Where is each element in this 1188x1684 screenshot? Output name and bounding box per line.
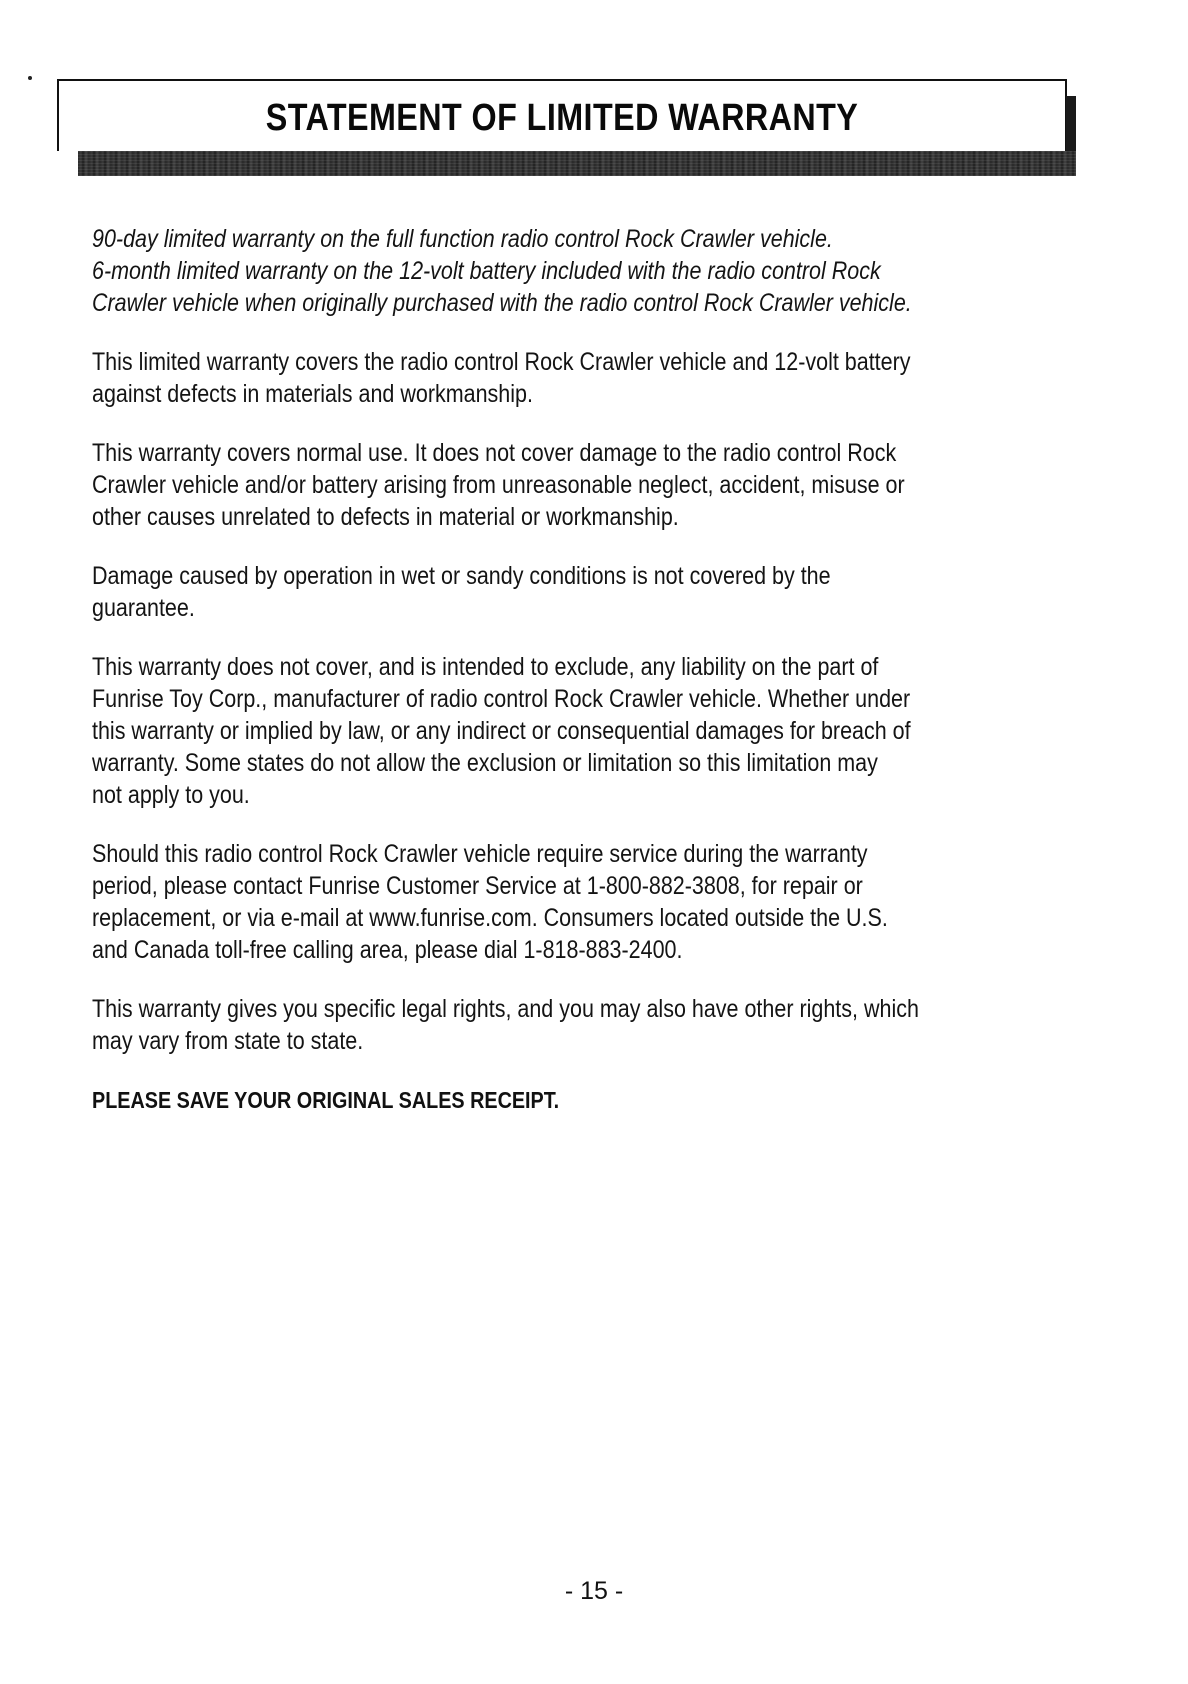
paragraph-line: period, please contact Funrise Customer Service at 1-800-882-3808, for repair or [92, 872, 863, 900]
paragraph-line: Funrise Toy Corp., manufacturer of radio control Rock Crawler vehicle. Whether under [92, 685, 911, 713]
damage-paragraph [92, 560, 1082, 624]
normal-use-paragraph [92, 437, 1082, 533]
warranty-body [92, 223, 1082, 1116]
paragraph-line: not apply to you. [92, 781, 250, 809]
title-underline-bar [78, 151, 1076, 176]
paragraph-line: against defects in materials and workmanship. [92, 380, 533, 408]
paragraph-line: warranty. Some states do not allow the exclusion or limitation so this limitation may [92, 749, 878, 777]
page-title: STATEMENT OF LIMITED WARRANTY [265, 97, 859, 139]
paragraph-line: This warranty covers normal use. It does not cover damage to the radio control Rock [92, 439, 897, 467]
legal-rights-paragraph [92, 993, 1082, 1057]
paragraph-line: may vary from state to state. [92, 1027, 364, 1055]
paragraph-line: other causes unrelated to defects in material or workmanship. [92, 503, 679, 531]
intro-line: 90-day limited warranty on the full function radio control Rock Crawler vehicle. [92, 225, 833, 253]
title-box [57, 79, 1067, 151]
intro-line: Crawler vehicle when originally purchased with the radio control Rock Crawler vehicle. [92, 289, 912, 317]
paragraph-line: this warranty or implied by law, or any indirect or consequential damages for breach of [92, 717, 911, 745]
page-number: - 15 - [564, 1577, 624, 1605]
paragraph-line: This warranty does not cover, and is intended to exclude, any liability on the part of [92, 653, 879, 681]
receipt-notice: PLEASE SAVE YOUR ORIGINAL SALES RECEIPT. [92, 1087, 560, 1113]
intro-paragraph [92, 223, 1082, 319]
liability-paragraph [92, 651, 1082, 811]
paragraph-line: This warranty gives you specific legal rights, and you may also have other rights, which [92, 995, 919, 1023]
intro-line: 6-month limited warranty on the 12-volt battery included with the radio control Rock [92, 257, 881, 285]
paragraph-line: Crawler vehicle and/or battery arising from unreasonable neglect, accident, misuse or [92, 471, 905, 499]
scan-speck [28, 76, 32, 80]
paragraph-line: Damage caused by operation in wet or sandy conditions is not covered by the [92, 562, 831, 590]
paragraph-line: and Canada toll-free calling area, please dial 1-818-883-2400. [92, 936, 683, 964]
paragraph-line: guarantee. [92, 594, 195, 622]
paragraph-line: replacement, or via e-mail at www.funrise.com. Consumers located outside the U.S. [92, 904, 888, 932]
paragraph-line: This limited warranty covers the radio control Rock Crawler vehicle and 12-volt battery [92, 348, 911, 376]
coverage-paragraph [92, 346, 1082, 410]
service-paragraph [92, 838, 1082, 966]
paragraph-line: Should this radio control Rock Crawler vehicle require service during the warranty [92, 840, 868, 868]
